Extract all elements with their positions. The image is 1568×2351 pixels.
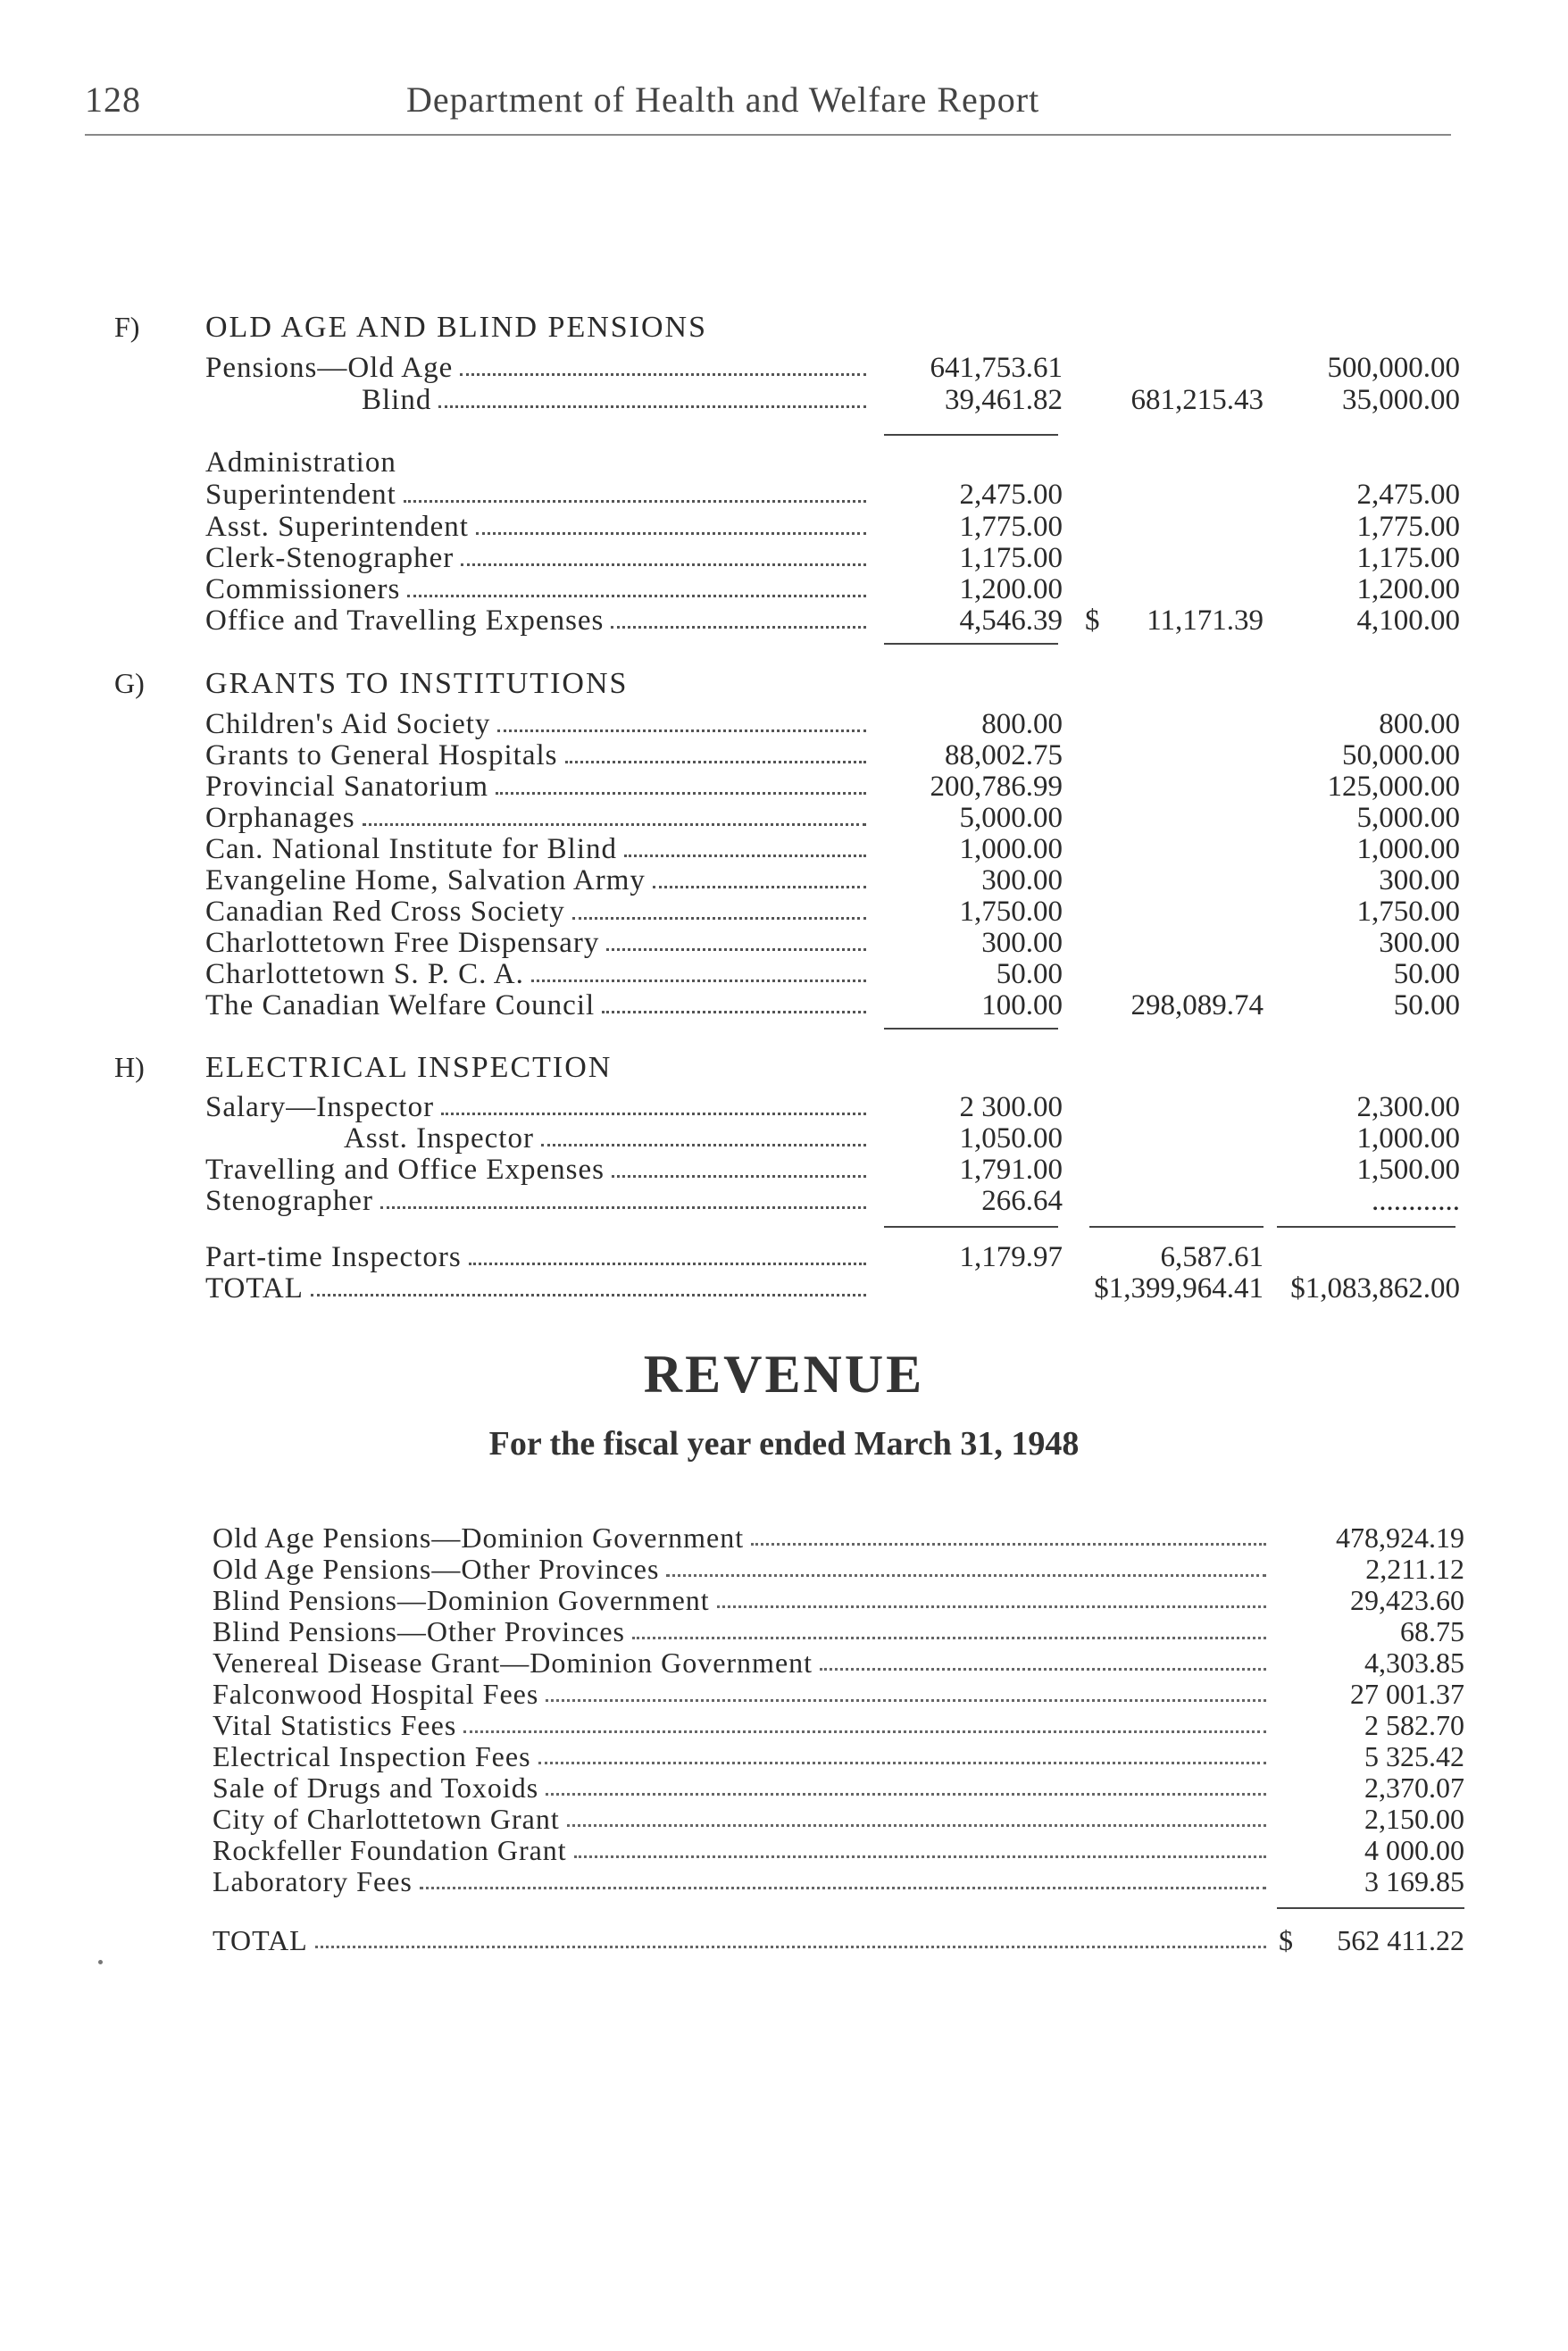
table-row bbox=[0, 511, 1568, 543]
revenue-row bbox=[0, 1709, 1568, 1741]
dot-leader bbox=[820, 1647, 1266, 1671]
revenue-row bbox=[0, 1615, 1568, 1647]
revenue-amount: 4,303.85 bbox=[1364, 1647, 1464, 1679]
table-row bbox=[0, 1185, 1568, 1217]
estimate-amount: 1,000.00 bbox=[1356, 833, 1460, 865]
dot-leader bbox=[404, 479, 866, 503]
subtotal-rule bbox=[884, 643, 1058, 645]
dot-leader bbox=[606, 927, 866, 951]
table-row bbox=[0, 604, 1568, 637]
row-label: Asst. Superintendent bbox=[205, 511, 469, 543]
table-row bbox=[0, 771, 1568, 803]
dot-leader bbox=[496, 771, 866, 795]
table-row bbox=[0, 802, 1568, 834]
dot-leader bbox=[460, 352, 866, 376]
revenue-row bbox=[0, 1803, 1568, 1835]
revenue-subtitle: For the fiscal year ended March 31, 1948 bbox=[488, 1425, 1080, 1463]
subtotal-rule bbox=[884, 434, 1058, 436]
table-row bbox=[0, 479, 1568, 511]
revenue-total-label: TOTAL bbox=[213, 1924, 308, 1956]
table-row bbox=[0, 1241, 1568, 1273]
table-row bbox=[0, 989, 1568, 1021]
dot-leader bbox=[546, 1772, 1266, 1796]
estimate-amount: 35,000.00 bbox=[1342, 384, 1460, 416]
subtotal-rule bbox=[1277, 1226, 1455, 1228]
estimate-amount: 2,300.00 bbox=[1356, 1091, 1460, 1123]
row-label: Provincial Sanatorium bbox=[205, 771, 489, 803]
revenue-row bbox=[0, 1678, 1568, 1710]
table-row bbox=[0, 573, 1568, 605]
revenue-amount: 478,924.19 bbox=[1336, 1521, 1464, 1554]
table-row bbox=[0, 542, 1568, 574]
dot-leader bbox=[653, 864, 866, 888]
revenue-total-rule bbox=[1277, 1907, 1464, 1909]
table-row bbox=[0, 927, 1568, 959]
revenue-row bbox=[0, 1553, 1568, 1585]
estimate-amount: 1,000.00 bbox=[1356, 1122, 1460, 1155]
row-label: Can. National Institute for Blind bbox=[205, 833, 618, 865]
actual-amount: 1,050.00 bbox=[959, 1122, 1063, 1155]
estimate-amount: 5,000.00 bbox=[1356, 802, 1460, 834]
dot-leader bbox=[420, 1865, 1266, 1889]
subtotal-amount: 681,215.43 bbox=[1130, 384, 1264, 416]
actual-amount: 1,775.00 bbox=[959, 511, 1063, 543]
row-label: Commissioners bbox=[205, 573, 401, 605]
subtotal-rule bbox=[884, 1028, 1058, 1030]
estimate-amount: 125,000.00 bbox=[1327, 771, 1460, 803]
table-row bbox=[0, 384, 1568, 416]
dot-leader bbox=[407, 573, 866, 597]
actual-amount: 1,000.00 bbox=[959, 833, 1063, 865]
dot-leader bbox=[574, 1834, 1266, 1858]
dot-leader bbox=[751, 1521, 1266, 1546]
dot-leader bbox=[602, 989, 866, 1013]
revenue-row bbox=[0, 1865, 1568, 1897]
revenue-label: Laboratory Fees bbox=[213, 1865, 413, 1897]
estimate-amount: ............ bbox=[1372, 1185, 1460, 1217]
section-g-title: GRANTS TO INSTITUTIONS bbox=[205, 667, 629, 700]
dot-leader bbox=[311, 1272, 866, 1296]
dot-leader bbox=[463, 1709, 1266, 1733]
revenue-label: Vital Statistics Fees bbox=[213, 1709, 457, 1741]
revenue-label: Sale of Drugs and Toxoids bbox=[213, 1772, 539, 1804]
dot-leader bbox=[538, 1740, 1266, 1764]
dot-leader bbox=[717, 1584, 1266, 1608]
revenue-amount: 2 582.70 bbox=[1364, 1709, 1464, 1741]
revenue-amount: 2,370.07 bbox=[1364, 1772, 1464, 1804]
row-label: Blind bbox=[362, 384, 432, 416]
revenue-label: Rockfeller Foundation Grant bbox=[213, 1834, 567, 1866]
estimate-amount: 50.00 bbox=[1393, 989, 1460, 1021]
estimate-amount: 300.00 bbox=[1379, 927, 1460, 959]
revenue-label: Electrical Inspection Fees bbox=[213, 1740, 531, 1772]
actual-amount: 5,000.00 bbox=[959, 802, 1063, 834]
dot-leader bbox=[666, 1553, 1266, 1577]
estimate-amount: 2,475.00 bbox=[1356, 479, 1460, 511]
total-actual-amount: $1,399,964.41 bbox=[1094, 1272, 1264, 1305]
revenue-row bbox=[0, 1584, 1568, 1616]
dot-leader bbox=[363, 802, 866, 826]
actual-amount: 300.00 bbox=[981, 864, 1063, 896]
administration-heading: Administration bbox=[205, 446, 396, 479]
actual-amount: 1,791.00 bbox=[959, 1154, 1063, 1186]
estimate-amount: 500,000.00 bbox=[1327, 352, 1460, 384]
table-row bbox=[0, 708, 1568, 740]
section-f-letter: F) bbox=[114, 311, 140, 343]
table-row bbox=[0, 1154, 1568, 1186]
revenue-amount: 27 001.37 bbox=[1350, 1678, 1464, 1710]
revenue-amount: 68.75 bbox=[1400, 1615, 1464, 1647]
subtotal-amount: 11,171.39 bbox=[1147, 604, 1264, 637]
actual-amount: 1,179.97 bbox=[959, 1241, 1063, 1273]
dot-leader bbox=[541, 1122, 866, 1146]
row-label: Asst. Inspector bbox=[344, 1122, 534, 1155]
actual-amount: 1,175.00 bbox=[959, 542, 1063, 574]
revenue-label: Blind Pensions—Dominion Government bbox=[213, 1584, 710, 1616]
estimate-amount: 800.00 bbox=[1379, 708, 1460, 740]
actual-amount: 2 300.00 bbox=[959, 1091, 1063, 1123]
dot-leader bbox=[461, 542, 866, 566]
revenue-label: Venereal Disease Grant—Dominion Government bbox=[213, 1647, 813, 1679]
estimate-amount: 1,775.00 bbox=[1356, 511, 1460, 543]
row-label: Canadian Red Cross Society bbox=[205, 896, 565, 928]
table-row bbox=[0, 958, 1568, 990]
dot-leader bbox=[438, 384, 866, 408]
revenue-total-amount: 562 411.22 bbox=[1337, 1924, 1464, 1956]
row-label: The Canadian Welfare Council bbox=[205, 989, 596, 1021]
dot-leader bbox=[567, 1803, 1266, 1827]
subtotal-rule bbox=[1089, 1226, 1264, 1228]
header-rule bbox=[85, 134, 1451, 136]
estimate-amount: 1,200.00 bbox=[1356, 573, 1460, 605]
revenue-label: Old Age Pensions—Dominion Government bbox=[213, 1521, 745, 1554]
dot-leader bbox=[441, 1091, 866, 1115]
total-label: TOTAL bbox=[205, 1272, 304, 1305]
dot-leader bbox=[572, 896, 866, 920]
subtotal-amount: 298,089.74 bbox=[1130, 989, 1264, 1021]
revenue-row bbox=[0, 1772, 1568, 1804]
dollar-sign: $ bbox=[1085, 604, 1100, 637]
row-label: Superintendent bbox=[205, 479, 396, 511]
section-g-letter: G) bbox=[114, 667, 145, 699]
revenue-amount: 2,211.12 bbox=[1365, 1553, 1464, 1585]
estimate-amount: 4,100.00 bbox=[1356, 604, 1460, 637]
table-row bbox=[0, 352, 1568, 384]
row-label: Salary—Inspector bbox=[205, 1091, 435, 1123]
revenue-amount: 3 169.85 bbox=[1364, 1865, 1464, 1897]
actual-amount: 200,786.99 bbox=[930, 771, 1063, 803]
table-row bbox=[0, 1122, 1568, 1155]
actual-amount: 641,753.61 bbox=[930, 352, 1063, 384]
revenue-row bbox=[0, 1521, 1568, 1554]
table-row bbox=[0, 739, 1568, 771]
dot-leader bbox=[632, 1615, 1266, 1639]
actual-amount: 88,002.75 bbox=[945, 739, 1063, 771]
section-f-title: OLD AGE AND BLIND PENSIONS bbox=[205, 311, 708, 344]
row-label: Charlottetown S. P. C. A. bbox=[205, 958, 524, 990]
row-label: Pensions—Old Age bbox=[205, 352, 454, 384]
row-label: Charlottetown Free Dispensary bbox=[205, 927, 600, 959]
page-header-title: Department of Health and Welfare Report bbox=[406, 79, 1040, 120]
dot-leader bbox=[476, 511, 866, 535]
row-label: Stenographer bbox=[205, 1185, 373, 1217]
estimate-amount: 1,750.00 bbox=[1356, 896, 1460, 928]
row-label: Part-time Inspectors bbox=[205, 1241, 462, 1273]
row-label: Travelling and Office Expenses bbox=[205, 1154, 605, 1186]
row-label: Office and Travelling Expenses bbox=[205, 604, 605, 637]
dot-leader bbox=[469, 1241, 866, 1265]
subtotal-rule bbox=[884, 1226, 1058, 1228]
estimate-amount: 300.00 bbox=[1379, 864, 1460, 896]
table-row bbox=[0, 864, 1568, 896]
table-row bbox=[0, 833, 1568, 865]
ink-speck bbox=[98, 1960, 103, 1964]
section-h-letter: H) bbox=[114, 1051, 145, 1083]
revenue-amount: 4 000.00 bbox=[1364, 1834, 1464, 1866]
revenue-label: Old Age Pensions—Other Provinces bbox=[213, 1553, 660, 1585]
subtotal-amount: 6,587.61 bbox=[1160, 1241, 1264, 1273]
dot-leader bbox=[315, 1924, 1266, 1948]
estimate-amount: 50.00 bbox=[1393, 958, 1460, 990]
row-label: Evangeline Home, Salvation Army bbox=[205, 864, 646, 896]
revenue-amount: 2,150.00 bbox=[1364, 1803, 1464, 1835]
revenue-row bbox=[0, 1647, 1568, 1679]
dot-leader bbox=[546, 1678, 1266, 1702]
actual-amount: 39,461.82 bbox=[945, 384, 1063, 416]
estimate-amount: 1,175.00 bbox=[1356, 542, 1460, 574]
total-estimate-amount: $1,083,862.00 bbox=[1290, 1272, 1460, 1305]
revenue-total-row bbox=[0, 1924, 1568, 1956]
estimate-amount: 1,500.00 bbox=[1356, 1154, 1460, 1186]
dot-leader bbox=[611, 604, 866, 629]
dot-leader bbox=[531, 958, 866, 982]
actual-amount: 50.00 bbox=[996, 958, 1063, 990]
table-row-total bbox=[0, 1272, 1568, 1305]
table-row bbox=[0, 1091, 1568, 1123]
revenue-row bbox=[0, 1740, 1568, 1772]
dot-leader bbox=[565, 739, 867, 763]
revenue-label: City of Charlottetown Grant bbox=[213, 1803, 560, 1835]
row-label: Children's Aid Society bbox=[205, 708, 491, 740]
dot-leader bbox=[624, 833, 866, 857]
actual-amount: 1,200.00 bbox=[959, 573, 1063, 605]
revenue-label: Blind Pensions—Other Provinces bbox=[213, 1615, 625, 1647]
table-row bbox=[0, 896, 1568, 928]
dollar-sign: $ bbox=[1279, 1924, 1293, 1956]
section-h-title: ELECTRICAL INSPECTION bbox=[205, 1051, 613, 1084]
dot-leader bbox=[612, 1154, 866, 1178]
dot-leader bbox=[380, 1185, 866, 1209]
actual-amount: 4,546.39 bbox=[959, 604, 1063, 637]
revenue-amount: 29,423.60 bbox=[1350, 1584, 1464, 1616]
actual-amount: 300.00 bbox=[981, 927, 1063, 959]
actual-amount: 1,750.00 bbox=[959, 896, 1063, 928]
row-label: Grants to General Hospitals bbox=[205, 739, 558, 771]
dot-leader bbox=[497, 708, 866, 732]
actual-amount: 100.00 bbox=[981, 989, 1063, 1021]
actual-amount: 2,475.00 bbox=[959, 479, 1063, 511]
actual-amount: 266.64 bbox=[981, 1185, 1063, 1217]
revenue-amount: 5 325.42 bbox=[1364, 1740, 1464, 1772]
page-number: 128 bbox=[85, 79, 141, 120]
revenue-title: REVENUE bbox=[643, 1345, 925, 1404]
revenue-row bbox=[0, 1834, 1568, 1866]
row-label: Orphanages bbox=[205, 802, 355, 834]
actual-amount: 800.00 bbox=[981, 708, 1063, 740]
revenue-label: Falconwood Hospital Fees bbox=[213, 1678, 539, 1710]
row-label: Clerk-Stenographer bbox=[205, 542, 455, 574]
estimate-amount: 50,000.00 bbox=[1342, 739, 1460, 771]
